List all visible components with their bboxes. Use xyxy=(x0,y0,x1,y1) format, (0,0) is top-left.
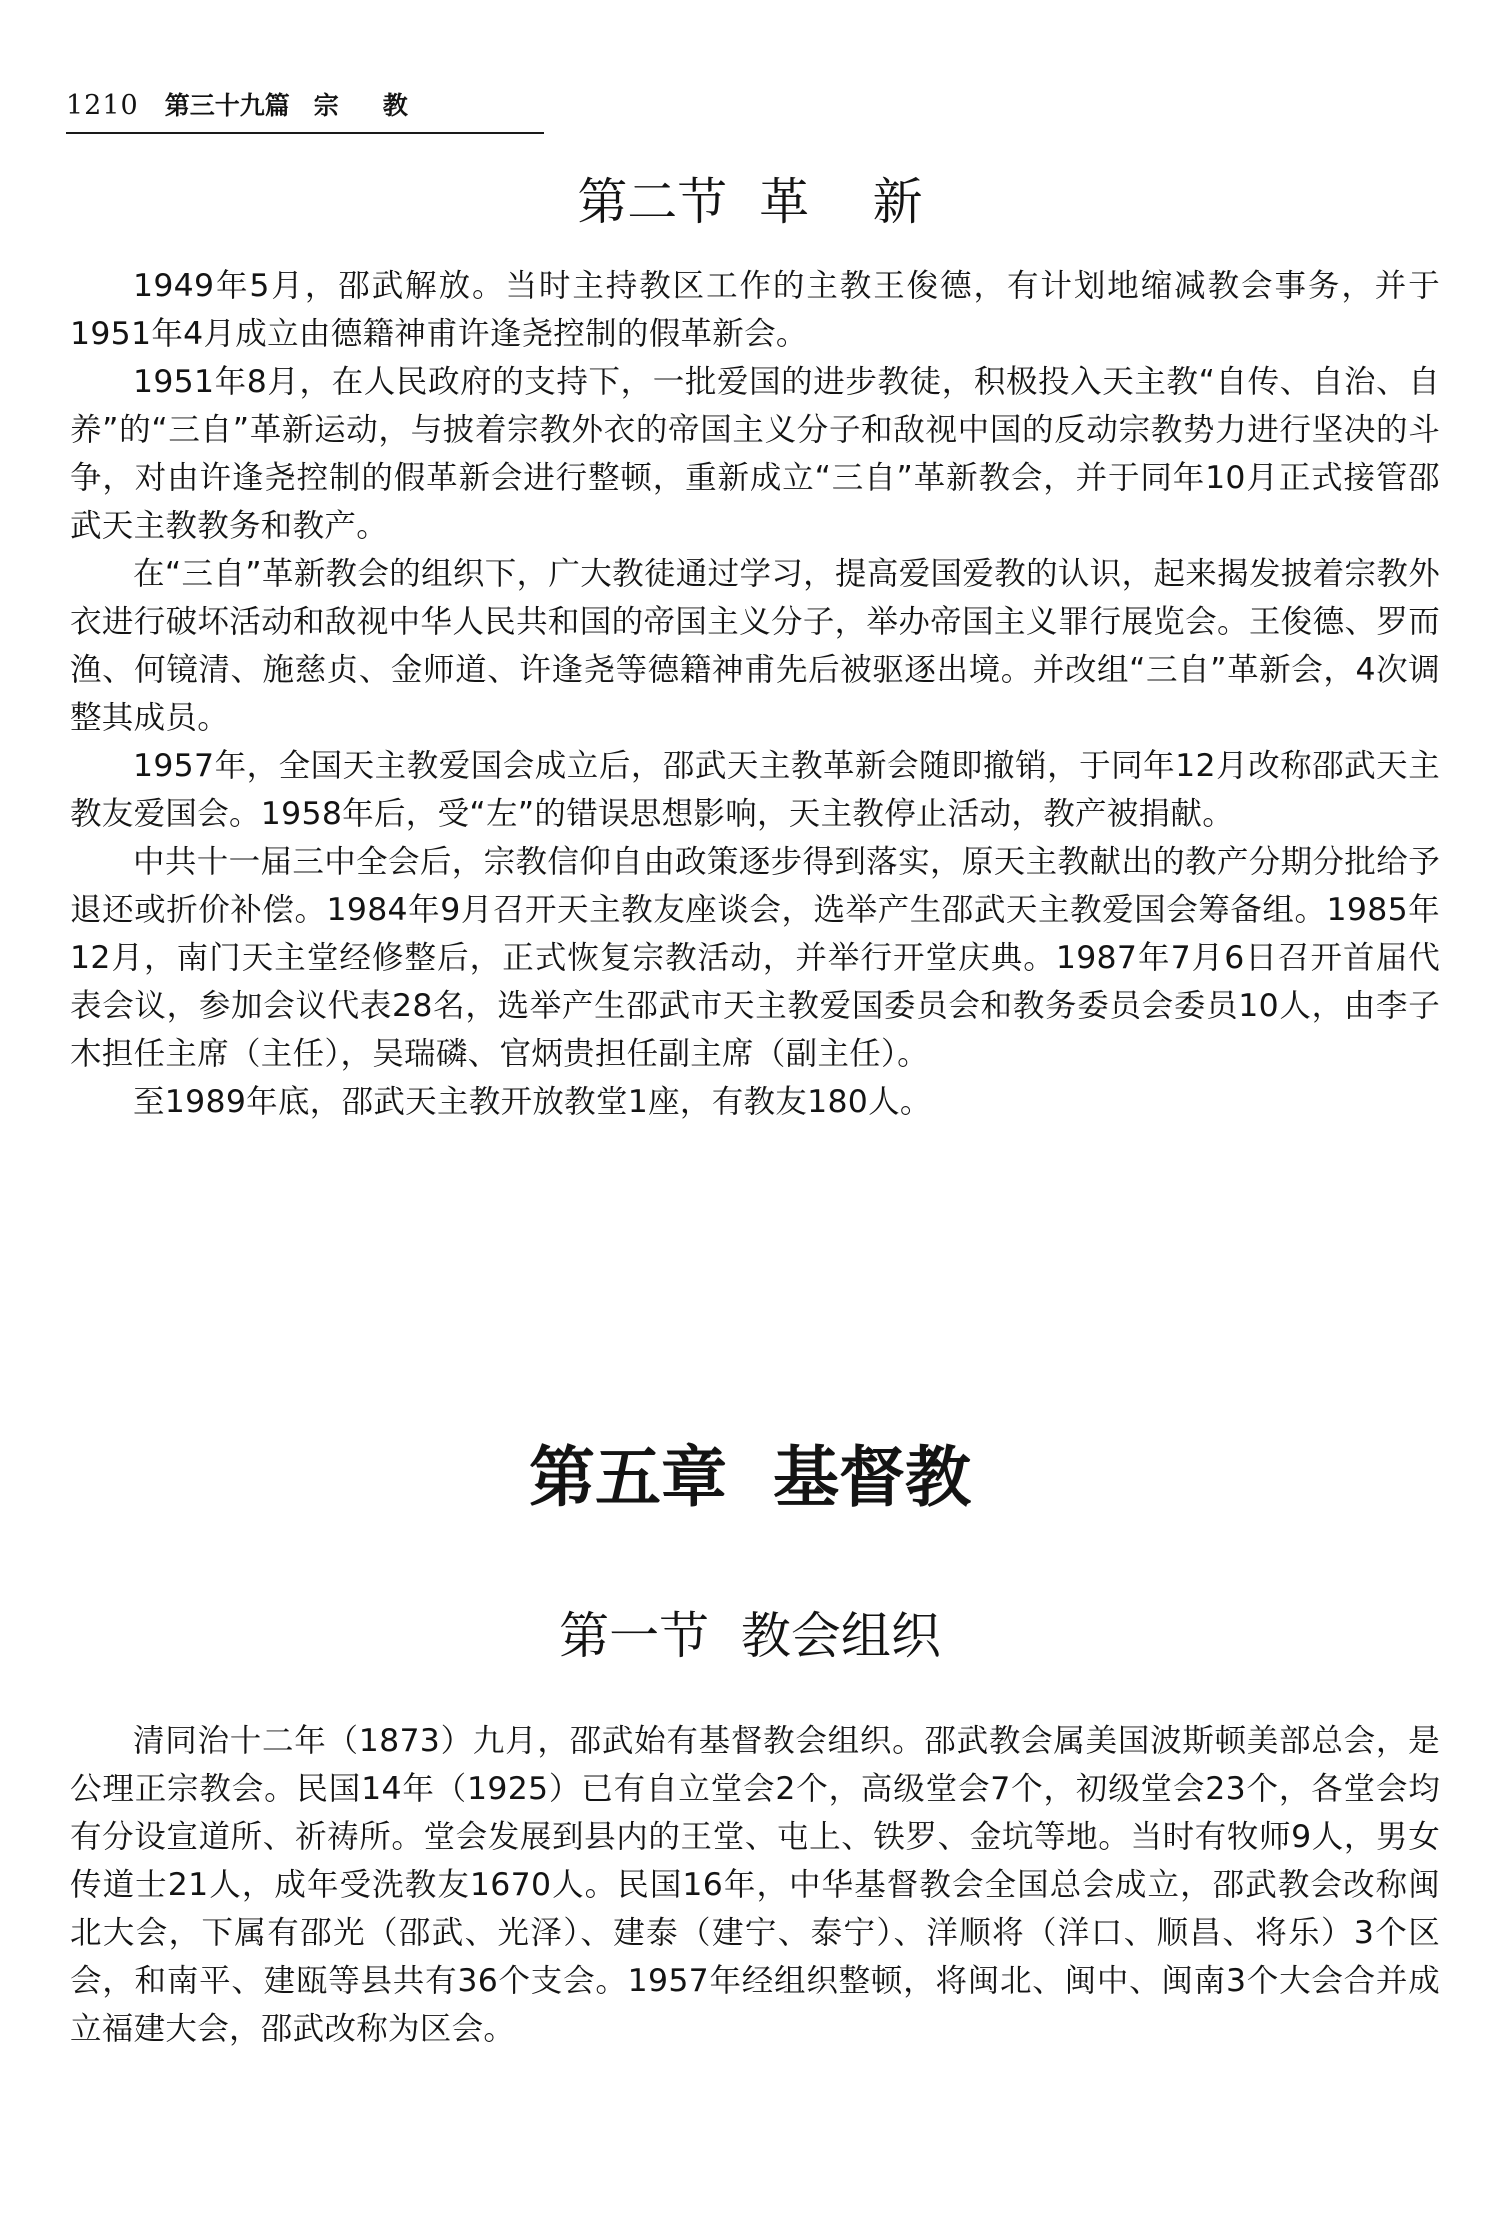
paragraph: 在“三自”革新教会的组织下，广大教徒通过学习，提高爱国爱教的认识，起来揭发披着宗教外衣进行破坏活动和敌视中华人民共和国的帝国主义分子，举办帝国主义罪行展览会。王俊德、罗而渔、何镜清、施慈贞、金师道、许逢尧等德籍神甫先后被驱逐出境。并改组“三自”革新会，4次调整其成员。 xyxy=(70,556,1440,736)
paragraph: 清同治十二年（1873）九月，邵武始有基督教会组织。邵武教会属美国波斯顿美部总会，是公理正宗教会。民国14年（1925）已有自立堂会2个，高级堂会7个，初级堂会23个，各堂会均有分设宣道所、祈祷所。堂会发展到县内的王堂、屯上、铁罗、金坑等地。当时有牧师9人，男女传道士21人，成年受洗教友1670人。民国16年，中华基督教会全国总会成立，邵武教会改称闽北大会，下属有邵光（邵武、光泽）、建泰（建宁、泰宁）、洋顺将（洋口、顺昌、将乐）3个区会，和南平、建瓯等县共有36个支会。1957年经组织整顿，将闽北、闽中、闽南3个大会合并成立福建大会，邵武改称为区会。 xyxy=(70,1723,1440,2047)
part-title: 第三十九篇 xyxy=(164,91,290,120)
page-number: 1210 xyxy=(66,90,139,121)
paragraph: 1951年8月，在人民政府的支持下，一批爱国的进步教徒，积极投入天主教“自传、自治、自养”的“三自”革新运动，与披着宗教外衣的帝国主义分子和敌视中国的反动宗教势力进行坚决的斗争，对由许逢尧控制的假革新会进行整顿，重新成立“三自”革新教会，并于同年10月正式接管邵武天主教教务和教产。 xyxy=(70,364,1440,544)
section-church-organization-body xyxy=(70,1717,1440,2053)
section-title-renewal: 第二节 革 新 xyxy=(577,173,923,231)
part-subject: 宗教 xyxy=(313,91,452,120)
section-renewal-body xyxy=(70,262,1440,1126)
running-head xyxy=(66,88,544,134)
paragraph: 1957年，全国天主教爱国会成立后，邵武天主教革新会随即撤销，于同年12月改称邵武天主教友爱国会。1958年后，受“左”的错误思想影响，天主教停止活动，教产被捐献。 xyxy=(70,748,1440,832)
paragraph: 1949年5月，邵武解放。当时主持教区工作的主教王俊德，有计划地缩减教会事务，并于1951年4月成立由德籍神甫许逢尧控制的假革新会。 xyxy=(70,268,1440,352)
chapter-title: 第五章 基督教 xyxy=(529,1439,971,1516)
section-title-church-organization: 第一节 教会组织 xyxy=(559,1607,941,1665)
paragraph: 至1989年底，邵武天主教开放教堂1座，有教友180人。 xyxy=(133,1084,932,1120)
paragraph: 中共十一届三中全会后，宗教信仰自由政策逐步得到落实，原天主教献出的教产分期分批给予退还或折价补偿。1984年9月召开天主教友座谈会，选举产生邵武天主教爱国会筹备组。1985年12月，南门天主堂经修整后，正式恢复宗教活动，并举行开堂庆典。1987年7月6日召开首届代表会议，参加会议代表28名，选举产生邵武市天主教爱国委员会和教务委员会委员10人，由李子木担任主席（主任），吴瑞磷、官炳贵担任副主席（副主任）。 xyxy=(70,844,1440,1072)
